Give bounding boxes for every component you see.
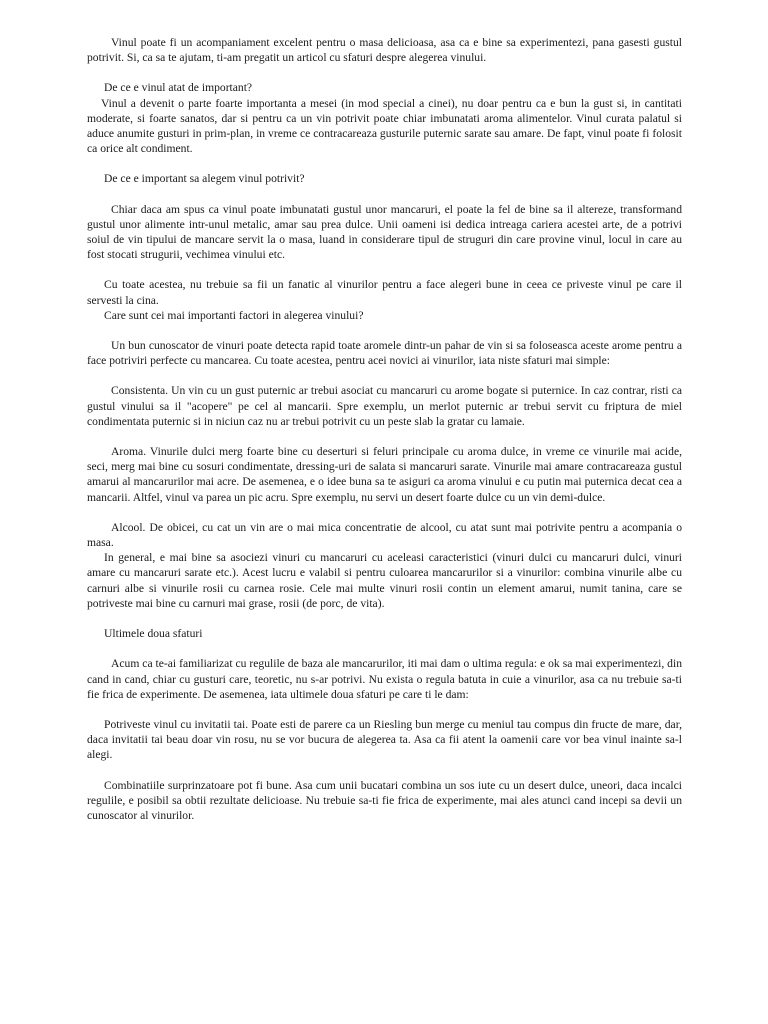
paragraph-importance: Vinul a devenit o parte foarte importanta a mesei (in mod special a cinei), nu doar pentru ca e bun la gust si, in cantitati moderate, si foarte sanatos, dar si pentru ca un vin potrivit poate chiar imbunatati aroma alimentelor. Vinul curata palatul si aduce anumite gusturi in prim-plan, in vreme ce contracareaza gusturile puternic sarate sau amare. De fapt, vinul poate fi folosit ca orice alt condiment. [87,96,682,156]
paragraph-consistency: Consistenta. Un vin cu un gust puternic ar trebui asociat cu mancaruri cu arome bogate si puternice. In caz contrar, risti ca gustul vinului sa il "acopere" pe cel al mancarii. Spre exemplu, un merlot puternic ar trebui servit cu friptura de miel condimentata puternic si in niciun caz nu ar trebui potrivit cu un peste slab la gratar cu lamaie. [87,384,682,428]
paragraph-guests: Potriveste vinul cu invitatii tai. Poate esti de parere ca un Riesling bun merge cu meniul tau compus din fructe de mare, dar, daca invitatii tai beau doar vin rosu, nu se vor bucura de alegerea ta. Asa ca fii atent la oamenii care vor bea vinul inainte sa-l alegi. [87,717,682,762]
paragraph-surprising: Combinatiile surprinzatoare pot fi bune. Asa cum unii bucatari combina un sos iute cu un desert dulce, uneori, daca incalci regulile, e posibil sa obtii rezultate delicioase. Nu trebuie sa-ti fie frica de experimente, mai ales atunci cand incepi sa devii un cunoscator al vinurilor. [87,778,682,822]
paragraph-choose: Chiar daca am spus ca vinul poate imbunatati gustul unor mancaruri, el poate la fel de bine sa il altereze, transformand gustul unor alimente intr-unul metalic, amar sau prea dulce. Unii oameni isi dedica intreaga cariera acestei arte, de a potrivi soiul de vin tipului de mancare servit la o masa, luand in considerare tipul de struguri din care provine vinul, locul in care au fost stocati strugurii, vechimea vinului etc. [87,202,682,262]
heading-last-tips: Ultimele doua sfaturi [104,627,203,641]
paragraph-alcohol: Alcool. De obicei, cu cat un vin are o mai mica concentratie de alcool, cu atat sunt mai potrivite pentru a acompania o masa. [87,520,682,550]
paragraph-last: Acum ca te-ai familiarizat cu regulile de baza ale mancarurilor, iti mai dam o ultima regula: e ok sa mai experimentezi, din cand in cand, chiar cu gusturi care, teoretic, nu s-ar potrivi. Nu exista o regula batuta in cuie a vinurilor, asa ca nu trebuie sa-ti fie frica de experimente. De asemenea, iata ultimele doua sfaturi pe care ti le dam: [87,657,682,701]
paragraph-general: In general, e mai bine sa asociezi vinuri cu mancaruri cu aceleasi caracteristici (vinuri dulci cu mancaruri dulci, vinuri amare cu mancaruri sarate etc.). Acest lucru e valabil si pentru culoarea mancarurilor si a vinurilor: combina vinurile albe cu carnuri albe si vinurile rosii cu carnea rosie. Cele mai multe vinuri rosii contin un element amarui, numit tanina, care se potriveste mai bine cu carnuri mai grase, rosii (de porc, de vita). [87,551,682,610]
heading-factors: Care sunt cei mai importanti factori in alegerea vinului? [104,308,364,322]
paragraph-aroma: Aroma. Vinurile dulci merg foarte bine cu deserturi si feluri principale cu aroma dulce, in vreme ce vinurile mai acide, seci, merg mai bine cu sosuri condimentate, dressing-uri de salata si mancaruri sarate. Vinurile mai amare contracareaza gustul amarui al mancarurilor mai acre. De asemenea, e o idee buna sa te asiguri ca aroma vinului e cu putin mai puternica decat cea a mancarii. Altfel, vinul va parea un pic acru. Spre exemplu, nu servi un desert foarte dulce cu un vin demi-dulce. [87,445,682,504]
paragraph-factors: Un bun cunoscator de vinuri poate detecta rapid toate aromele dintr-un pahar de vin si sa foloseasca aceste arome pentru a face potriviri perfecte cu mancarea. Cu toate acestea, pentru acei novici ai vinurilor, iata niste sfaturi mai simple: [87,339,682,368]
paragraph-fanatic: Cu toate acestea, nu trebuie sa fii un fanatic al vinurilor pentru a face alegeri bune in ceea ce priveste vinul pe care il servesti la cina. [87,278,682,307]
intro-paragraph: Vinul poate fi un acompaniament excelent pentru o masa delicioasa, asa ca e bine sa experimentezi, pana gasesti gustul potrivit. Si, ca sa te ajutam, ti-am pregatit un articol cu sfaturi despre alegerea vinului. [87,36,682,65]
heading-importance: De ce e vinul atat de important? [104,81,253,95]
article-body [87,35,682,823]
heading-choose: De ce e important sa alegem vinul potrivit? [104,172,305,186]
